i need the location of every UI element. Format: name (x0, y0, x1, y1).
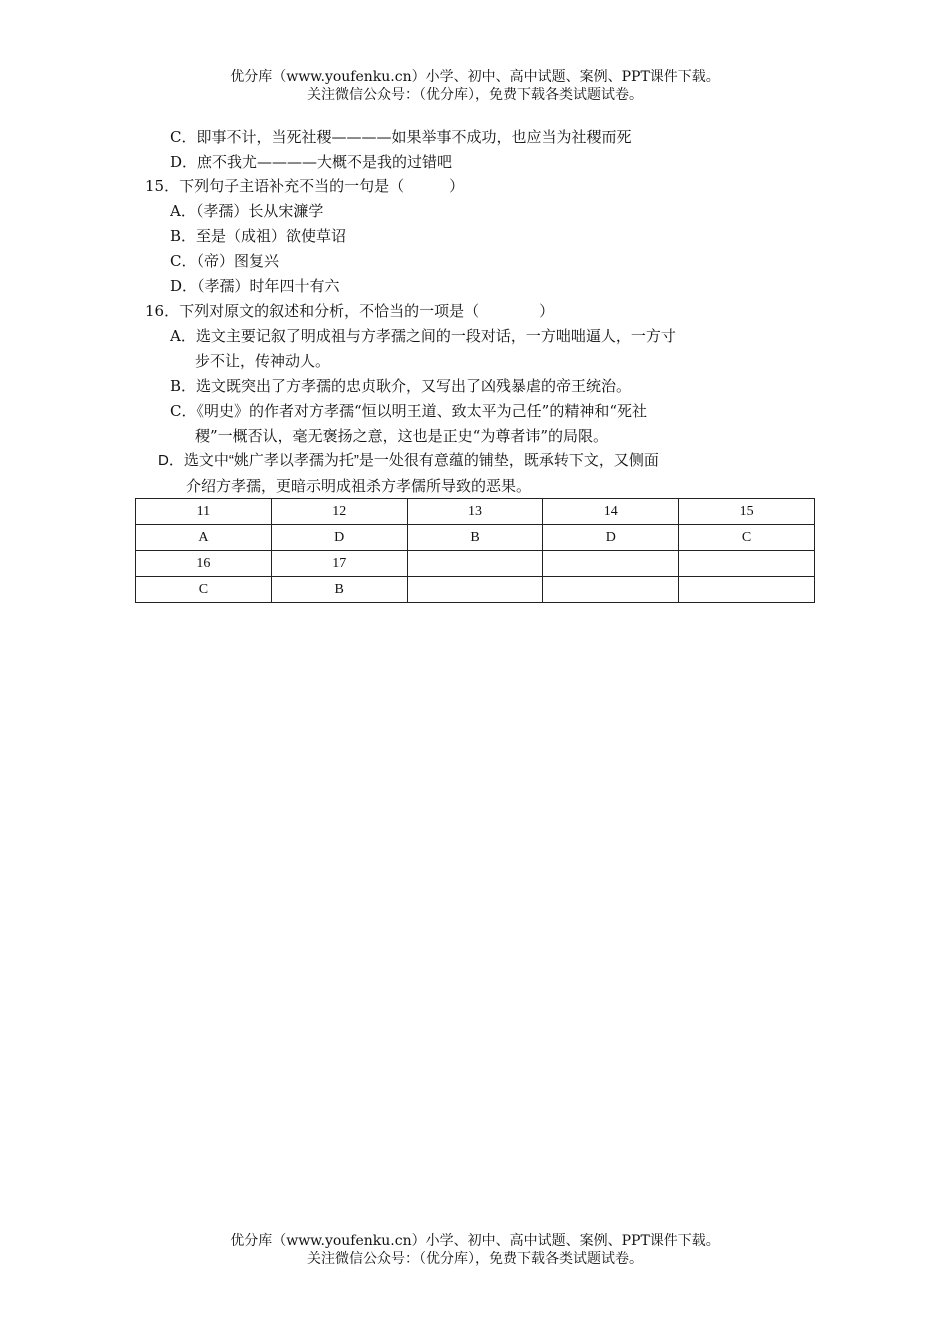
table-row (136, 577, 815, 603)
table-cell (679, 551, 815, 577)
page-header (0, 68, 950, 104)
table-cell: B (407, 525, 543, 551)
q14-option-c: C．即事不计，当死社稷————如果举事不成功，也应当为社稷而死 (170, 128, 632, 146)
table-cell: C (679, 525, 815, 551)
answer-table (135, 498, 815, 603)
table-cell: 11 (136, 499, 272, 525)
q15-option-d: D．（孝孺）时年四十有六 (170, 277, 340, 295)
table-cell (543, 551, 679, 577)
table-cell (407, 577, 543, 603)
table-cell: A (136, 525, 272, 551)
table-cell: 12 (271, 499, 407, 525)
table-cell: 16 (136, 551, 272, 577)
table-cell: 15 (679, 499, 815, 525)
table-cell: D (271, 525, 407, 551)
q16-option-c-line2: 稷”一概否认，毫无褒扬之意，这也是正史“为尊者讳”的局限。 (195, 427, 609, 445)
q16-option-b: B．选文既突出了方孝孺的忠贞耿介，又写出了凶残暴虐的帝王统治。 (170, 377, 632, 395)
table-row (136, 525, 815, 551)
q16-option-a-line2: 步不让，传神动人。 (195, 352, 331, 370)
header-line-1: 优分库（www.youfenku.cn）小学、初中、高中试题、案例、PPT课件下载。 (230, 69, 720, 85)
q15-option-a: A．（孝孺）长从宋濂学 (170, 202, 324, 220)
page-footer (0, 1232, 950, 1268)
table-row (136, 499, 815, 525)
table-cell: D (543, 525, 679, 551)
footer-line-1: 优分库（www.youfenku.cn）小学、初中、高中试题、案例、PPT课件下载。 (230, 1233, 720, 1249)
table-cell: 17 (271, 551, 407, 577)
table-cell (543, 577, 679, 603)
q16-option-d-line1: D．选文中“姚广孝以孝孺为托”是一处很有意蕴的铺垫，既承转下文，又侧面 (158, 452, 659, 469)
q14-option-d: D．庶不我尤————大概不是我的过错吧 (170, 153, 453, 171)
table-cell: B (271, 577, 407, 603)
header-line-2: 关注微信公众号：（优分库），免费下载各类试题试卷。 (307, 87, 643, 103)
table-cell (407, 551, 543, 577)
table-row (136, 551, 815, 577)
table-cell: 14 (543, 499, 679, 525)
q16-option-a-line1: A．选文主要记叙了明成祖与方孝孺之间的一段对话，一方咄咄逼人，一方寸 (170, 327, 676, 345)
q16-option-c-line1: C．《明史》的作者对方孝孺“恒以明王道、致太平为己任”的精神和“死社 (170, 402, 647, 420)
table-cell: 13 (407, 499, 543, 525)
q16-option-d-line2: 介绍方孝孺，更暗示明成祖杀方孝儒所导致的恶果。 (186, 477, 532, 495)
table-cell: C (136, 577, 272, 603)
q15-option-b: B．至是（成祖）欲使草诏 (170, 227, 347, 245)
table-cell (679, 577, 815, 603)
footer-line-2: 关注微信公众号：（优分库），免费下载各类试题试卷。 (307, 1251, 643, 1267)
q16-stem: 16．下列对原文的叙述和分析，不恰当的一项是（ ） (145, 302, 555, 320)
q15-stem: 15．下列句子主语补充不当的一句是（ ） (145, 177, 465, 195)
q15-option-c: C．（帝）图复兴 (170, 252, 279, 270)
